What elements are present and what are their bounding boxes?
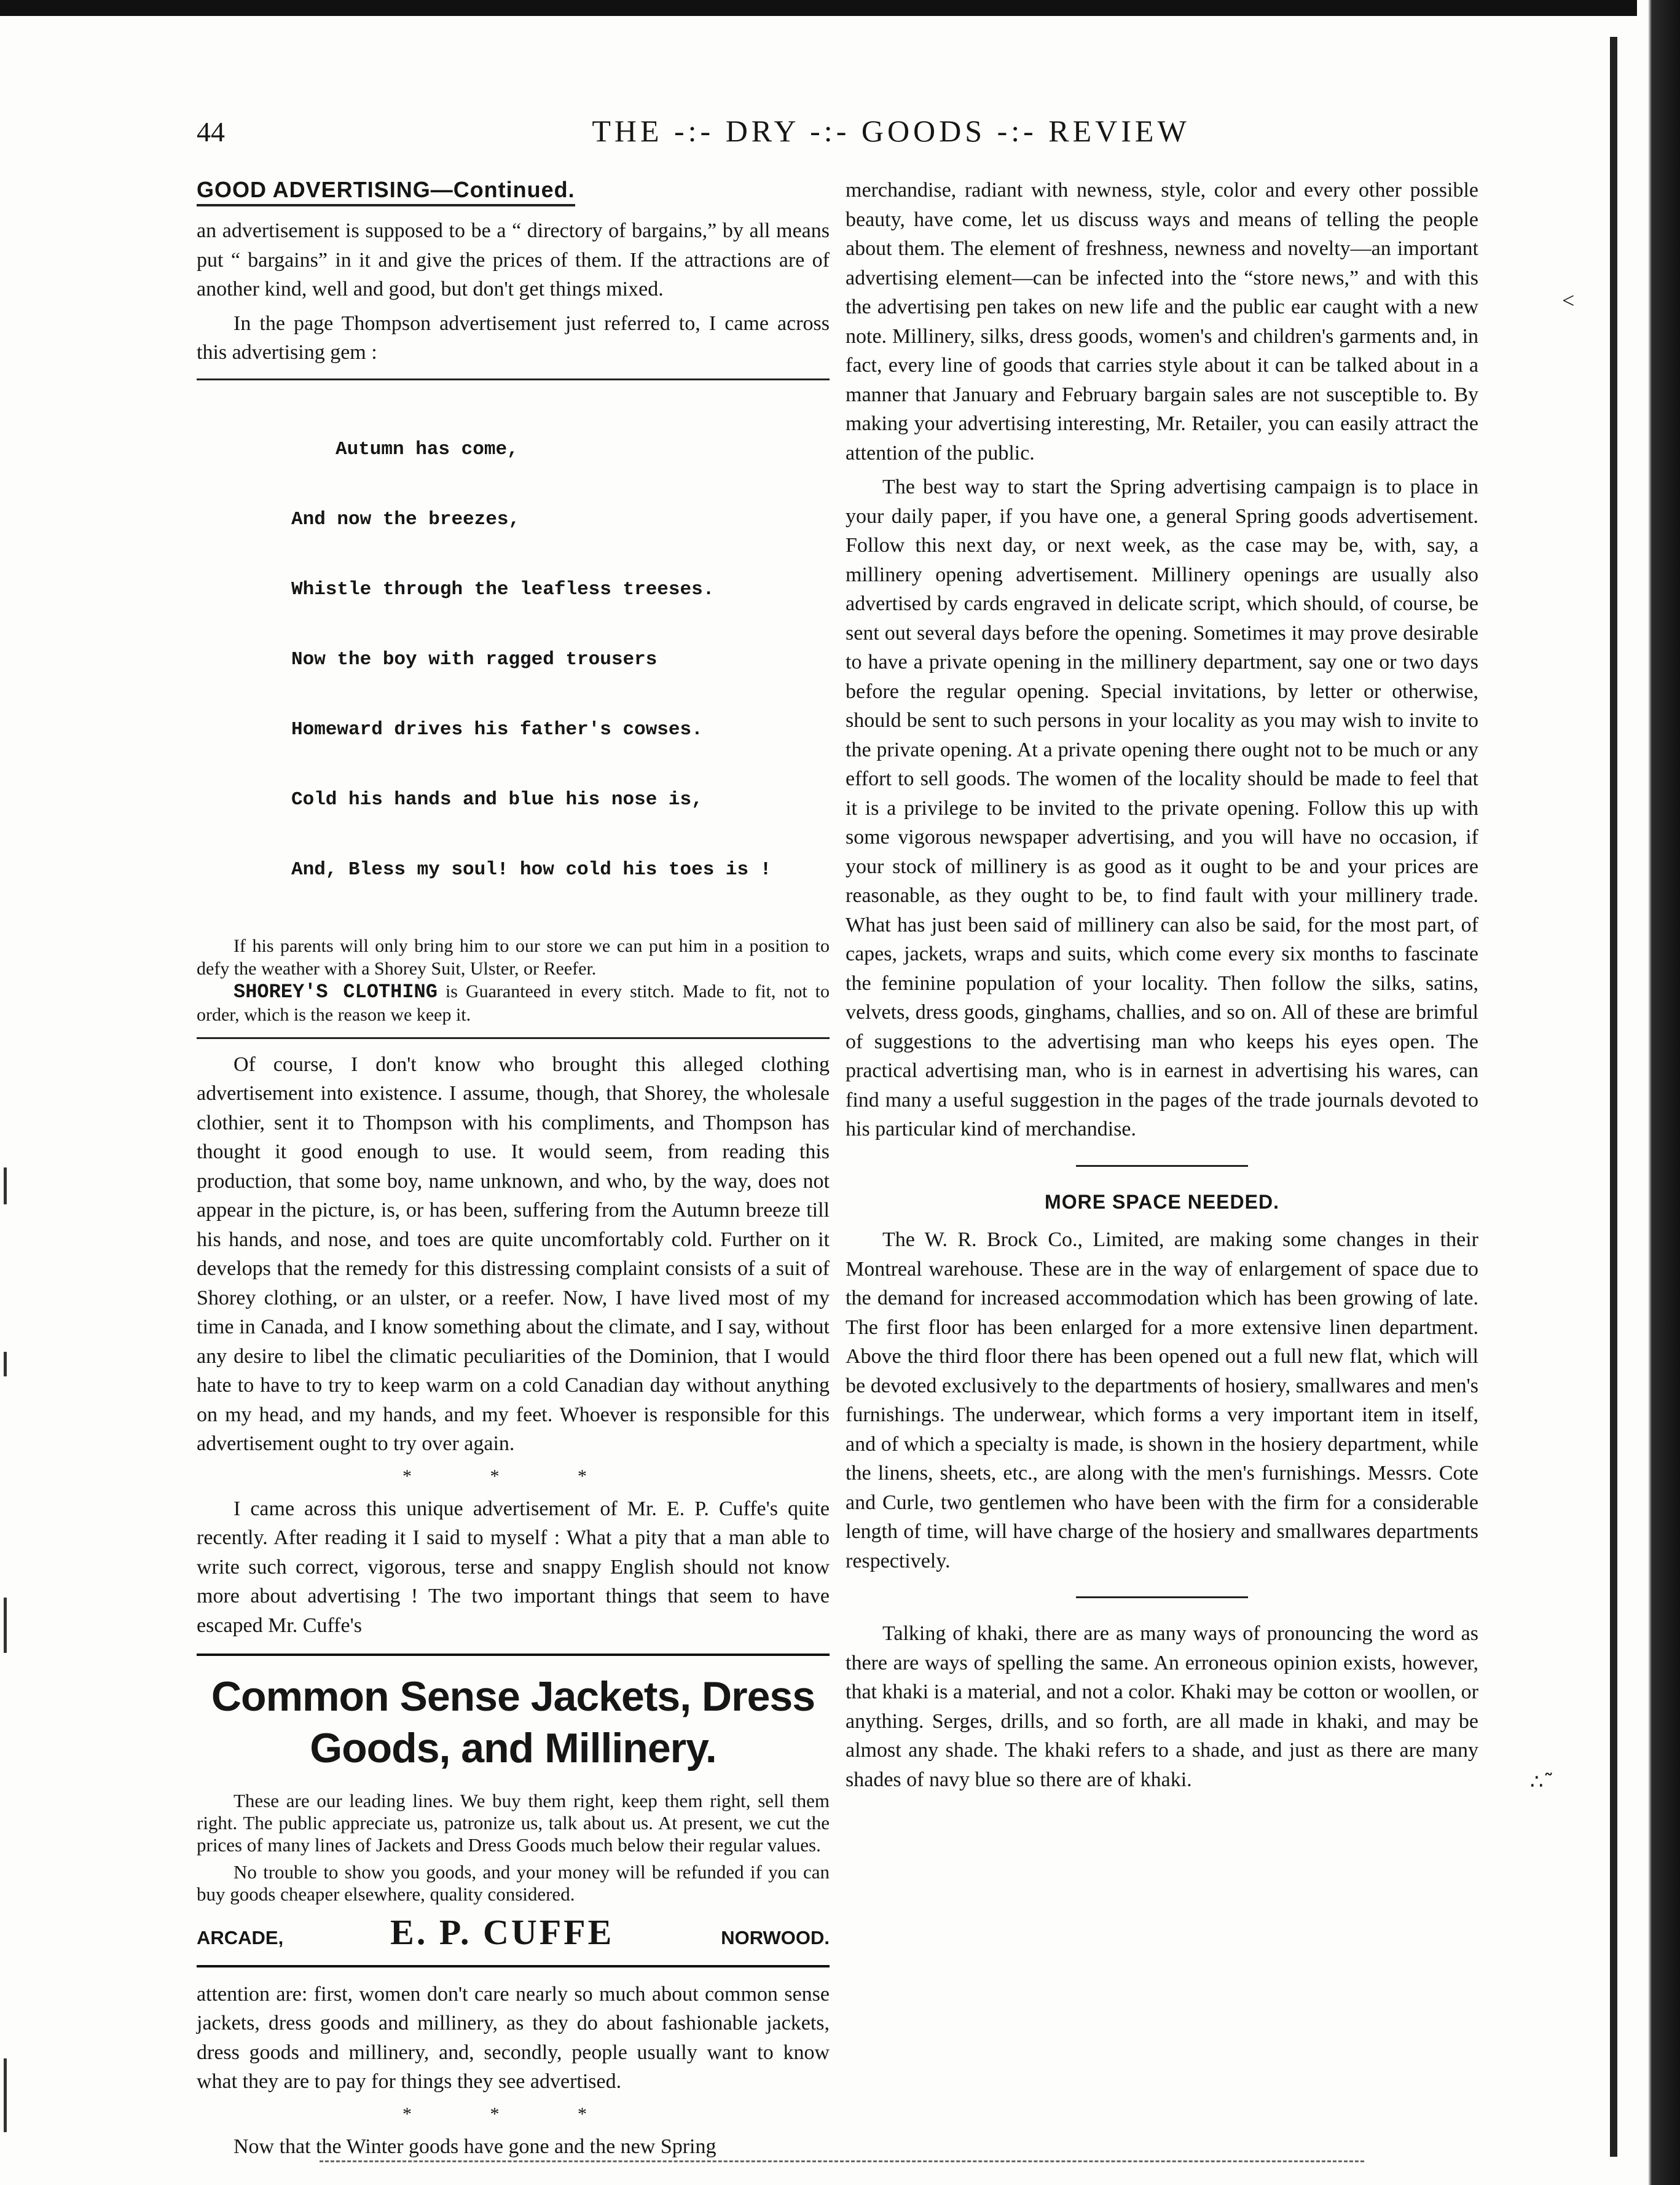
paragraph: Of course, I don't know who brought this alleged clothing advertisement into existence. I assume, though, that Shorey, the wholesale clothier, sent it to Thompson with his compliments, and Thompson has thought it good enough to use. It would seem, from reading this production, that some boy, name unknown, and who, by the way, does not appear in the picture, is, or has been, suffering from the Autumn breeze till his hands, and nose, and toes are quite uncomfortably cold. Further on it develops that the remedy for this distressing complaint consists of a suit of Shorey clothing, or an ulster, or a reefer. Now, I have lived most of my time in Canada, and I know something about the climate, and I say, without any desire to libel the climatic peculiarities of the Dominion, that I would hate to have to try to keep warm on a cold Canadian day without anything on my head, and my hands, and my feet. Whoever is responsible for this advertisement ought to try over again. bbox=[197, 1053, 830, 1455]
paragraph: In the page Thompson advertisement just referred to, I came across this advertising gem : bbox=[197, 312, 830, 364]
section-heading: MORE SPACE NEEDED. bbox=[1045, 1190, 1279, 1213]
ad-location-right: NORWOOD. bbox=[721, 1927, 830, 1948]
section-heading: GOOD ADVERTISING—Continued. bbox=[197, 176, 575, 206]
binding-rule bbox=[1610, 37, 1617, 2157]
quoted-paragraph: If his parents will only bring him to our store we can put him in a position to defy the weather with a Shorey Suit, Ulster, or Reefer. bbox=[197, 935, 830, 979]
quoted-ad-text bbox=[197, 935, 830, 980]
paragraph: I came across this unique advertisement of Mr. E. P. Cuffe's quite recently. After reading it I said to myself : What a pity that a man able to write such correct, vigorous, terse and snappy English should not know more about advertising ! The two important things that seem to have escaped Mr. Cuffe's bbox=[197, 1497, 830, 1637]
ad-footer bbox=[197, 1912, 830, 1953]
section-break-stars: * * * bbox=[402, 1465, 624, 1486]
paragraph: Now that the Winter goods have gone and the new Spring bbox=[234, 2135, 716, 2158]
shorey-brand: SHOREY'S CLOTHING bbox=[234, 980, 438, 1003]
poem-line: Cold his hands and blue his nose is, bbox=[291, 788, 703, 810]
margin-speck bbox=[4, 2058, 7, 2132]
left-column bbox=[197, 176, 830, 2161]
poem-line: Autumn has come, bbox=[336, 438, 519, 460]
quote-rule-bottom bbox=[197, 1037, 830, 1039]
running-title: THE -:- DRY -:- GOODS -:- REVIEW bbox=[592, 114, 1190, 148]
ad-location-left: ARCADE, bbox=[197, 1927, 284, 1948]
paragraph: an advertisement is supposed to be a “ directory of bargains,” by all means put “ bargains” in it and give the prices of them. If the attractions are of another kind, well and good, but don't get things mixed. bbox=[197, 219, 830, 300]
bottom-edge-dashes bbox=[320, 2160, 1364, 2162]
quote-rule-top bbox=[197, 379, 830, 380]
paragraph: The best way to start the Spring advertising campaign is to place in your daily paper, if you have one, a general Spring goods advertisement. Follow this next day, or next week, as the case may be, with, say, a millinery opening advertisement. Millinery openings are usually also advertised by cards engraved in delicate script, which should, of course, be sent out several days before the opening. Sometimes it may prove desirable to have a private opening in the millinery department, say one or two days before the regular opening. Special invitations, by letter or otherwise, should be sent to such persons in your locality as you may wish to invite to the private opening. At a private opening there ought not to be much or any effort to sell goods. The women of the locality should be made to feel that it is a privilege to be invited to the private opening. Follow this up with some vigorous newspaper advertising, and you will have no occasion, if your stock of millinery is as good as it ought to be and your prices are reasonable, as they ought to be, to find fault with your millinery trade. What has just been said of millinery can also be said, for the most part, of capes, jackets, wraps and suits, which come every six months to fascinate the feminine population of your locality. Then follow the silks, satins, velvets, dress goods, ginghams, challies, and so on. All of these are brimful of suggestions to the advertising man who keeps his eyes open. The practical advertising man, who is in earnest in advertising his wares, can find many a useful suggestion in the pages of the trade journals devoted to his particular kind of merchandise. bbox=[846, 476, 1478, 1140]
quoted-poem bbox=[291, 391, 830, 928]
section-divider bbox=[1076, 1596, 1248, 1598]
margin-mark: < bbox=[1562, 288, 1575, 313]
paragraph: attention are: first, women don't care nearly so much about common sense jackets, dress goods and millinery, as they do about fashionable jackets, dress goods and millinery, and, secondly, people usually want to know what they are to pay for things they see advertised. bbox=[197, 1982, 830, 2093]
ad-brand: E. P. CUFFE bbox=[390, 1912, 614, 1952]
top-border-rule bbox=[0, 0, 1680, 16]
margin-scribble: ∴˜ bbox=[1530, 1770, 1554, 1794]
poem-line: Homeward drives his father's cowses. bbox=[291, 718, 703, 740]
cuffe-advertisement bbox=[197, 1653, 830, 1967]
poem-line: And now the breezes, bbox=[291, 508, 520, 530]
shorey-tagline-text: is Guaranteed in every stitch. Made to fit, not to order, which is the reason we keep it. bbox=[197, 981, 830, 1025]
page-edge-shadow bbox=[1637, 0, 1680, 2185]
ad-body: These are our leading lines. We buy them right, keep them right, sell them right. The public appreciate us, patronize us, talk about us. At present, we cut the prices of many lines of Jackets and Dress Goods much below their regular values. bbox=[197, 1790, 830, 1856]
section-break-stars: * * * bbox=[402, 2103, 624, 2124]
shorey-tagline bbox=[197, 980, 830, 1026]
margin-speck bbox=[4, 1598, 7, 1653]
right-column bbox=[846, 176, 1478, 1794]
ad-body: No trouble to show you goods, and your money will be refunded if you can buy goods cheaper elsewhere, quality considered. bbox=[197, 1861, 830, 1905]
page-number: 44 bbox=[197, 116, 225, 147]
poem-line: And, Bless my soul! how cold his toes is ! bbox=[291, 858, 772, 881]
page-header bbox=[197, 113, 1585, 162]
section-divider bbox=[1076, 1165, 1248, 1167]
margin-speck bbox=[4, 1352, 7, 1376]
margin-speck bbox=[4, 1167, 7, 1204]
paragraph: Talking of khaki, there are as many ways of pronouncing the word as there are ways of spelling the same. An erroneous opinion exists, however, that khaki is a material, and not a color. Khaki may be cotton or woollen, or anything. Serges, drills, and so forth, are all made in khaki, and may be almost any shade. The khaki refers to a shade, and just as there are many shades of navy blue so there are of khaki. bbox=[846, 1622, 1478, 1791]
poem-line: Now the boy with ragged trousers bbox=[291, 648, 657, 670]
ad-headline: Common Sense Jackets, Dress Goods, and Millinery. bbox=[211, 1673, 815, 1771]
paragraph: merchandise, radiant with newness, style, color and every other possible beauty, have come, let us discuss ways and means of telling the people about them. The element of freshness, newness and novelty—an important advertising element—can be infected into the “store news,” and with this the advertising pen takes on new life and the public ear caught with a new note. Millinery, silks, dress goods, women's and children's garments and, in fact, every line of goods that carries style about it can be talked about in a manner that January and February bargain sales are not susceptible to. By making your advertising interesting, Mr. Retailer, you can easily attract the attention of the public. bbox=[846, 179, 1478, 465]
poem-line: Whistle through the leafless treeses. bbox=[291, 578, 715, 600]
paragraph: The W. R. Brock Co., Limited, are making some changes in their Montreal warehouse. These are in the way of enlargement of space due to the demand for increased accommodation which has been growing of late. The first floor has been enlarged for a more extensive linen department. Above the third floor there has been opened out a full new flat, which will be devoted exclusively to the departments of hosiery, smallwares and men's furnishings. The underwear, which forms a very important item in itself, and of which a specialty is made, is shown in the hosiery department, while the linens, sheets, etc., are along with the men's furnishings. Messrs. Cote and Curle, two gentlemen who have been with the firm for a considerable length of time, will have charge of the hosiery and smallwares departments respectively. bbox=[846, 1228, 1478, 1572]
